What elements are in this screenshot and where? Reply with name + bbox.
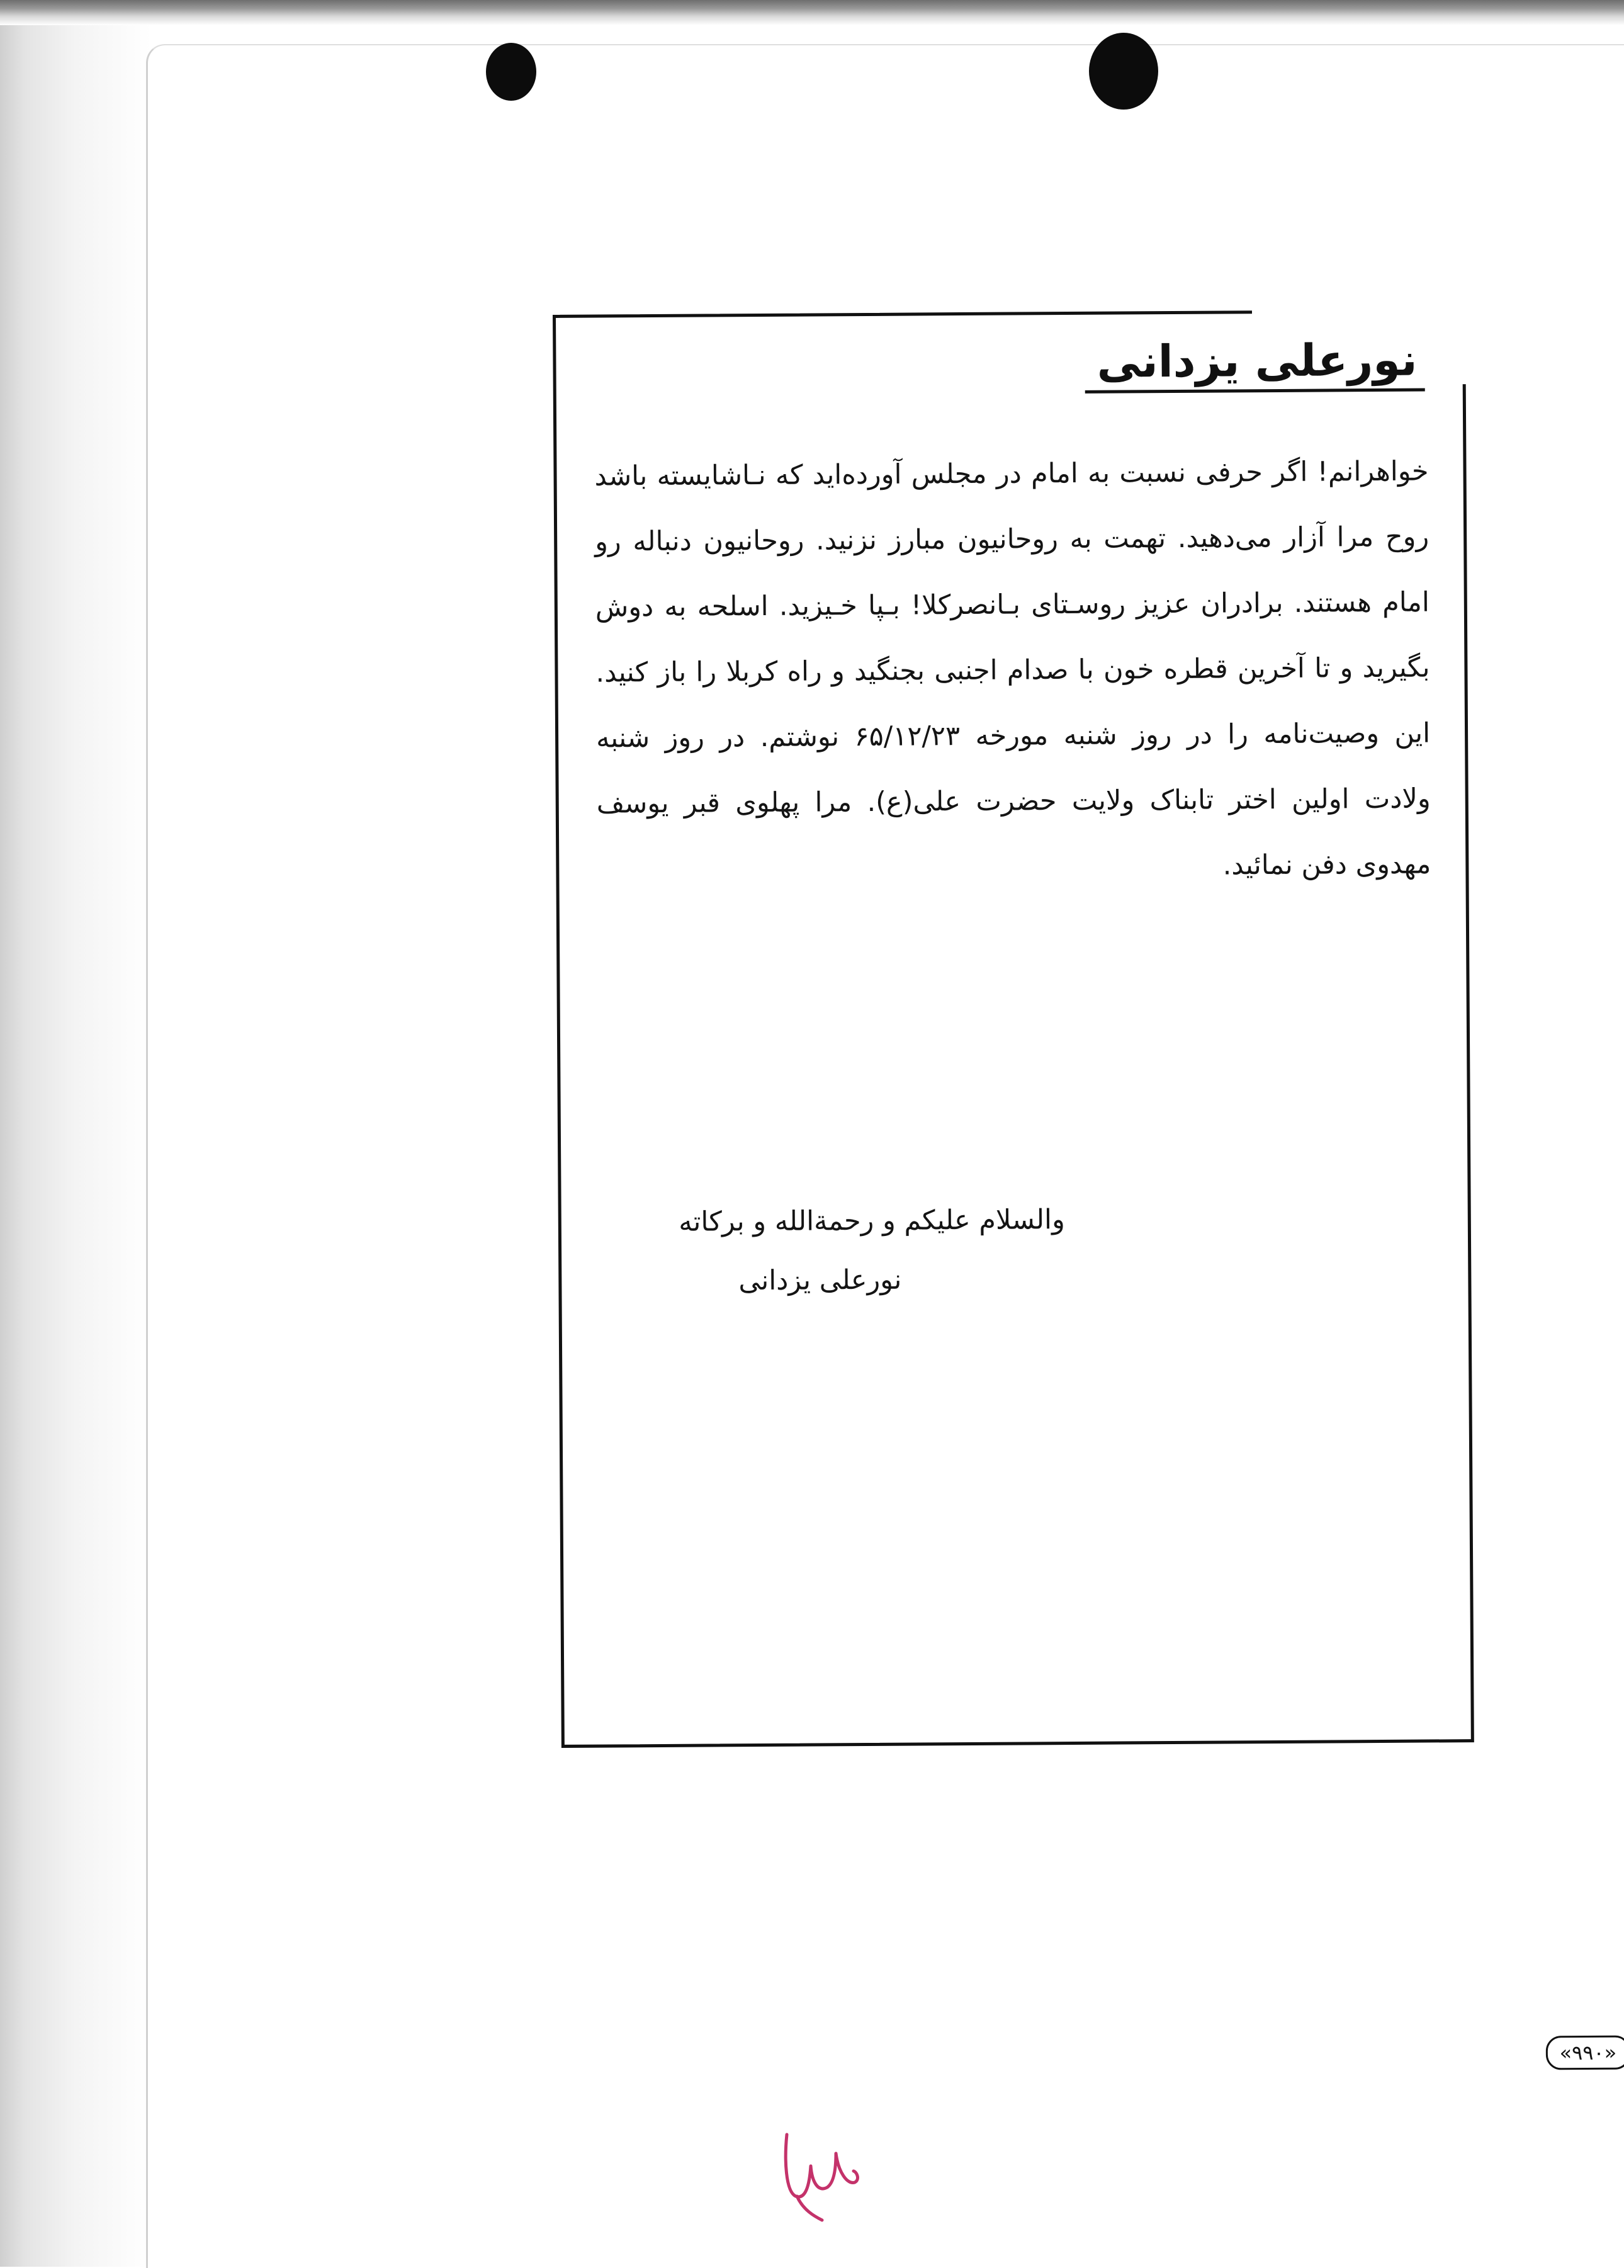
punch-hole-right [1089, 33, 1158, 110]
punch-hole-left [486, 43, 536, 101]
closing-block [599, 1190, 1091, 1312]
scan-left-edge [0, 25, 151, 2267]
testament-body [594, 439, 1431, 902]
scan-top-edge [0, 0, 1624, 25]
signature-name: نورعلی یزدانی [738, 1264, 902, 1297]
page-title: نورعلی یزدانی [1081, 331, 1432, 390]
handwritten-stroke [786, 2135, 857, 2220]
closing-salutation: والسلام علیکم و رحمة‌الله و برکاته [679, 1204, 1065, 1238]
handwritten-page-mark [778, 2122, 860, 2229]
testament-paragraph: خواهرانم! اگر حرفی نسبت به امام در مجلس آورده‌اید که نـاشایسته باشد روح مرا آزار می‌دهید. تهمت به روحانیون مبارز نزنید. روحانیون دنباله رو امام هستند. برادران عزیز روسـتای بـانصرکلا! بـپا خـیزید. اسلحه به دوش بگیرید و تا آخرین قطره خون با صدام اجنبی بجنگید و راه کربلا را باز کنید. این وصیت‌نامه را در روز شنبه مورخه ۶۵/۱۲/۲۳ نوشتم. در روز شنبه ولادت اولین اختر تابناک ولایت حضرت علی(ع). مرا پهلوی قبر یوسف مهدوی دفن نمائید. [594, 455, 1431, 882]
content-frame [553, 309, 1617, 2065]
page-number: «۹۹۰» [1546, 2036, 1624, 2070]
